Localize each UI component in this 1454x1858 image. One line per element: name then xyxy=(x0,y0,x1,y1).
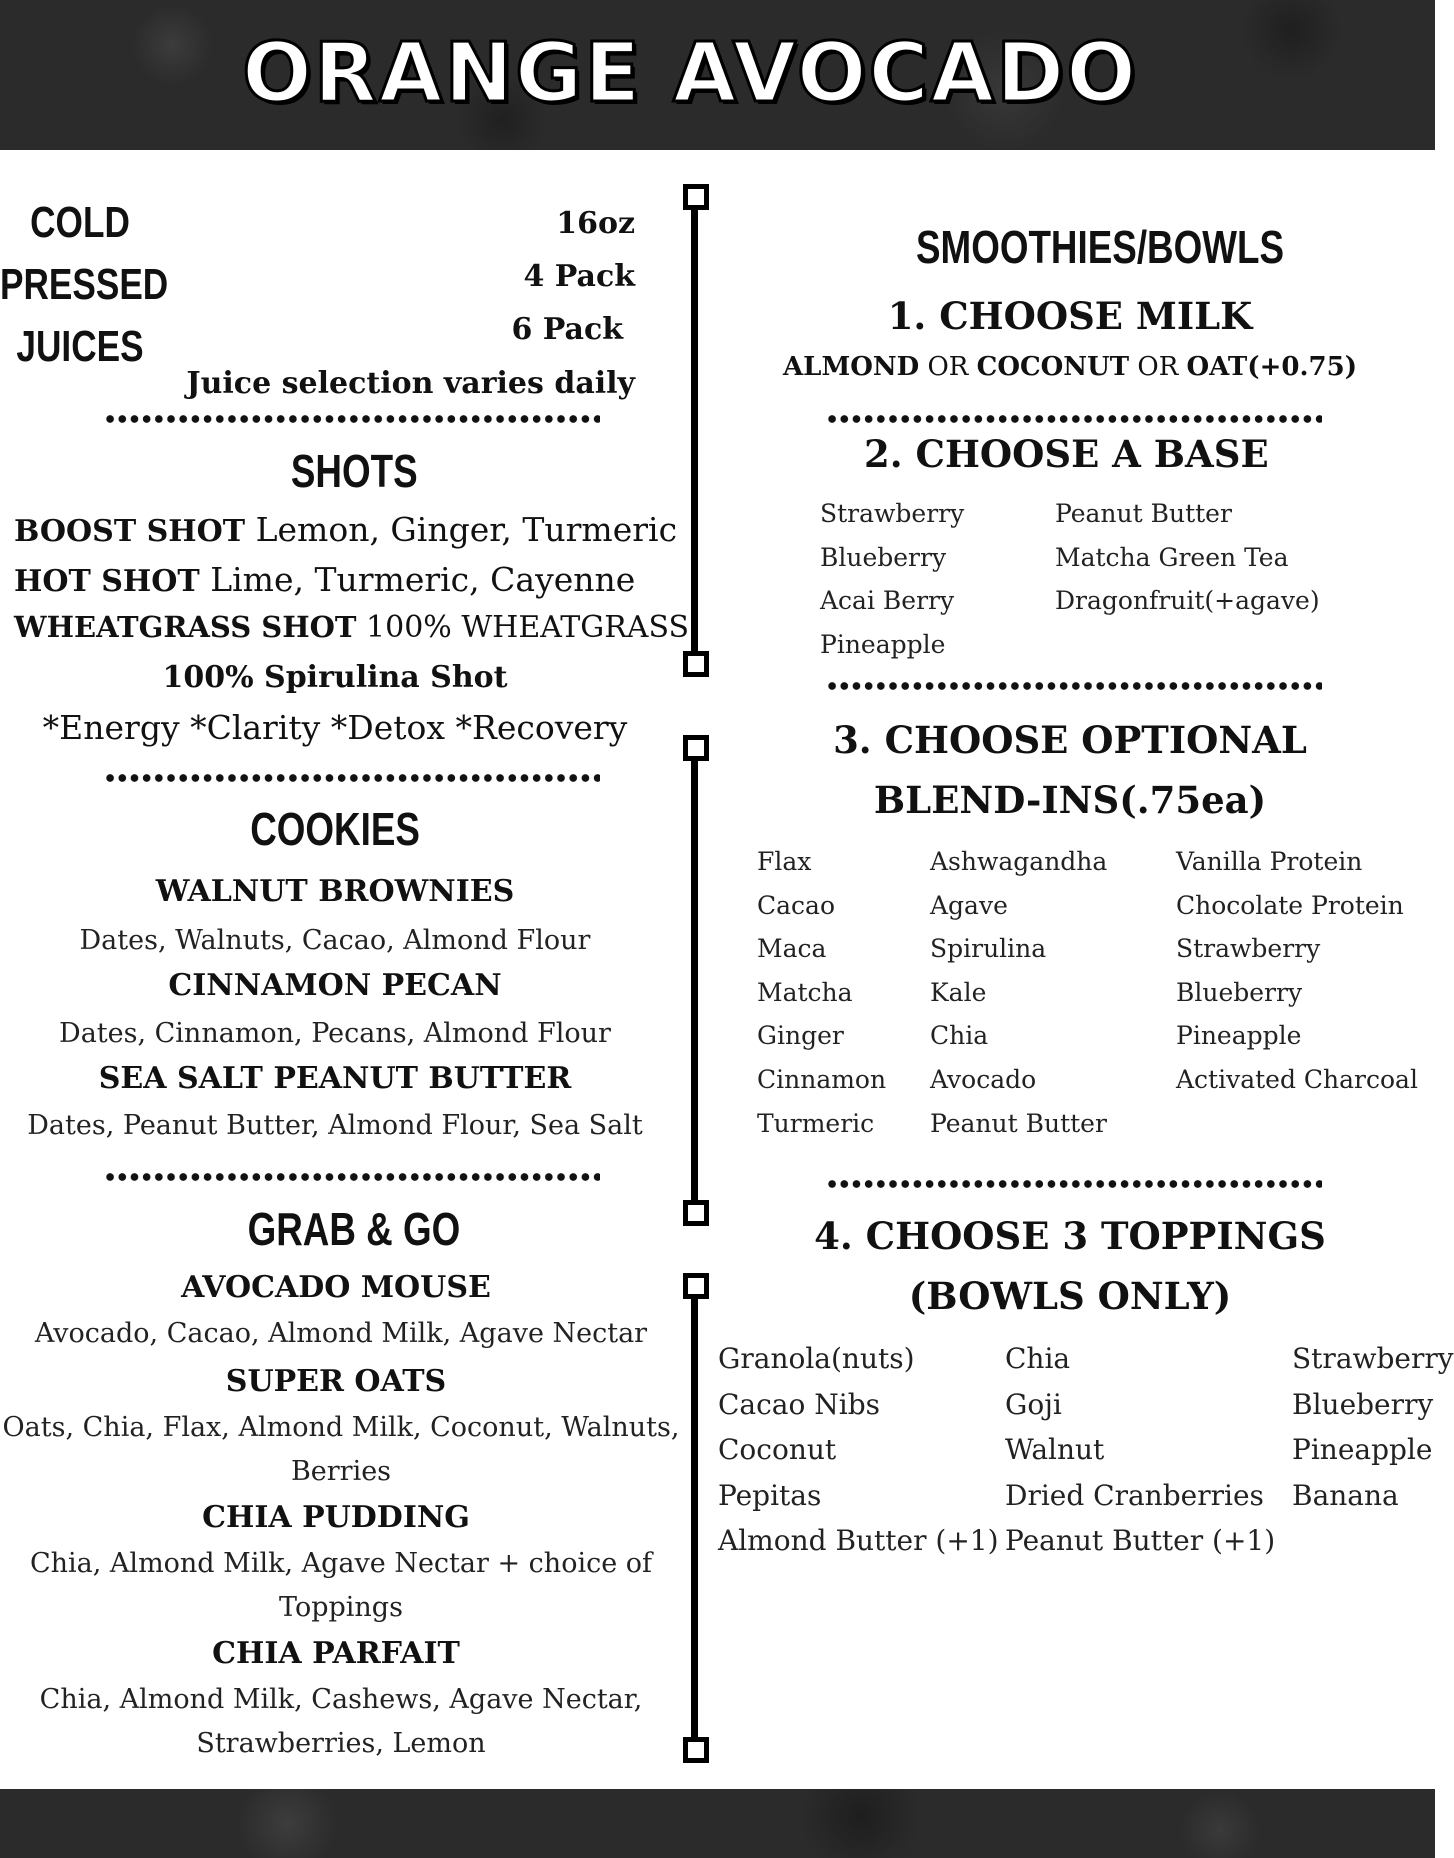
topping-option: Blueberry xyxy=(1292,1387,1434,1421)
shot-benefits: *Energy *Clarity *Detox *Recovery xyxy=(42,708,628,747)
blend-option: Strawberry xyxy=(1176,934,1321,964)
topping-col1 xyxy=(718,1336,999,1564)
cookie-name: CINNAMON PECAN xyxy=(168,968,502,1003)
topping-col3 xyxy=(1292,1336,1454,1518)
blend-option: Cacao xyxy=(757,890,835,920)
topping-option: Dried Cranberries xyxy=(1005,1478,1264,1512)
blend-col3 xyxy=(1176,840,1418,1102)
step2-title: 2. CHOOSE A BASE xyxy=(864,432,1269,476)
blend-option: Avocado xyxy=(930,1064,1037,1094)
cookie-desc: Dates, Walnuts, Cacao, Almond Flour xyxy=(79,925,591,956)
vertical-divider xyxy=(691,746,698,1216)
topping-option: Granola(nuts) xyxy=(718,1342,915,1375)
grab-heading-text: GRAB & GO xyxy=(247,1203,461,1255)
dotted-divider xyxy=(826,1179,1322,1189)
topping-option: Chia xyxy=(1005,1342,1071,1375)
topping-option: Goji xyxy=(1005,1387,1062,1421)
topping-option: Strawberry xyxy=(1292,1342,1454,1375)
step4-title-line2: (BOWLS ONLY) xyxy=(908,1274,1232,1318)
divider-cap xyxy=(683,1200,709,1226)
cookie-name: WALNUT BROWNIES xyxy=(155,874,515,909)
smoothies-heading xyxy=(870,220,1284,274)
divider-cap xyxy=(683,1273,709,1299)
blend-option: Spirulina xyxy=(930,934,1047,964)
topping-option: Coconut xyxy=(718,1433,837,1467)
milk-option: COCONUT xyxy=(976,352,1130,382)
blend-option: Ginger xyxy=(757,1021,844,1051)
dotted-divider xyxy=(104,1172,600,1182)
shot-desc: 100% WHEATGRASS xyxy=(366,610,690,645)
milk-option: OAT(+0.75) xyxy=(1186,352,1357,382)
grab-desc: Berries xyxy=(290,1456,392,1487)
base-option: Matcha Green Tea xyxy=(1055,542,1289,572)
blend-option: Activated Charcoal xyxy=(1176,1064,1418,1094)
topping-option: Pepitas xyxy=(718,1478,822,1512)
shot-boost xyxy=(14,510,677,549)
blend-col2 xyxy=(930,840,1107,1145)
footer-banner xyxy=(0,1789,1435,1858)
topping-option: Banana xyxy=(1292,1478,1399,1512)
step3-title-line1: 3. CHOOSE OPTIONAL xyxy=(833,718,1307,762)
base-col1 xyxy=(820,492,964,666)
juice-size-4pack: 4 Pack xyxy=(523,259,635,294)
juice-size-16oz: 16oz xyxy=(556,206,635,241)
base-col2 xyxy=(1055,492,1320,623)
shot-desc: Lime, Turmeric, Cayenne xyxy=(210,560,636,599)
grab-desc: Strawberries, Lemon xyxy=(196,1728,486,1759)
divider-cap xyxy=(683,1737,709,1763)
brand-title: ORANGE AVOCADO xyxy=(242,26,1138,121)
step3-title-line2: BLEND-INS(.75ea) xyxy=(873,778,1267,822)
cookie-name: SEA SALT PEANUT BUTTER xyxy=(98,1061,572,1096)
milk-or: OR xyxy=(1129,352,1187,382)
topping-option: Almond Butter (+1) xyxy=(718,1524,999,1558)
juices-title-line: PRESSED xyxy=(0,260,169,309)
divider-cap xyxy=(683,735,709,761)
divider-cap xyxy=(683,651,709,677)
shot-spirulina: 100% Spirulina Shot xyxy=(162,660,508,695)
blend-option: Kale xyxy=(930,977,987,1007)
cookies-heading-text: COOKIES xyxy=(250,803,420,855)
juices-title xyxy=(0,192,169,378)
blend-option: Ashwagandha xyxy=(930,847,1108,876)
grab-desc: Oats, Chia, Flax, Almond Milk, Coconut, Walnuts, xyxy=(2,1412,680,1443)
header-banner xyxy=(0,0,1435,150)
shot-desc: Lemon, Ginger, Turmeric xyxy=(255,510,678,549)
topping-option: Cacao Nibs xyxy=(718,1387,880,1421)
blend-option: Blueberry xyxy=(1176,977,1303,1007)
milk-option: ALMOND xyxy=(783,352,920,382)
milk-or: OR xyxy=(919,352,977,382)
shots-heading xyxy=(254,444,454,498)
grab-desc: Toppings xyxy=(279,1592,403,1623)
cookies-heading xyxy=(229,802,429,856)
blend-option: Turmeric xyxy=(757,1108,875,1138)
divider-cap xyxy=(683,184,709,210)
shot-name: BOOST SHOT xyxy=(14,514,246,549)
juice-size-6pack: 6 Pack xyxy=(511,312,623,347)
base-option: Dragonfruit(+agave) xyxy=(1055,586,1320,615)
base-option: Strawberry xyxy=(820,499,965,528)
blend-option: Pineapple xyxy=(1176,1021,1302,1051)
blend-option: Peanut Butter xyxy=(930,1108,1107,1138)
juice-selection-note: Juice selection varies daily xyxy=(186,366,635,401)
grab-name: CHIA PUDDING xyxy=(202,1500,470,1535)
grab-name: AVOCADO MOUSE xyxy=(181,1270,491,1305)
topping-col2 xyxy=(1005,1336,1275,1564)
blend-option: Vanilla Protein xyxy=(1176,847,1363,876)
shot-name: WHEATGRASS SHOT xyxy=(14,610,357,644)
shot-wheatgrass xyxy=(14,610,689,645)
blend-option: Flax xyxy=(757,847,812,876)
grab-desc: Chia, Almond Milk, Agave Nectar + choice of xyxy=(29,1548,653,1579)
grab-heading xyxy=(219,1202,489,1256)
juices-title-line: COLD xyxy=(30,198,130,247)
blend-option: Chia xyxy=(930,1021,989,1051)
blend-option: Matcha xyxy=(757,977,853,1007)
step1-title: 1. CHOOSE MILK xyxy=(887,294,1253,338)
step4-title-line1: 4. CHOOSE 3 TOPPINGS xyxy=(814,1214,1326,1258)
blend-option: Agave xyxy=(930,890,1008,920)
topping-option: Walnut xyxy=(1005,1433,1105,1467)
milk-options xyxy=(770,352,1370,382)
juices-title-line: JUICES xyxy=(16,322,144,371)
shot-name: HOT SHOT xyxy=(14,564,200,599)
shots-heading-text: SHOTS xyxy=(290,445,418,497)
smoothies-heading-text: SMOOTHIES/BOWLS xyxy=(916,221,1284,273)
blend-col1 xyxy=(757,840,886,1145)
base-option: Acai Berry xyxy=(820,586,955,615)
dotted-divider xyxy=(826,414,1322,424)
base-option: Blueberry xyxy=(820,542,947,572)
dotted-divider xyxy=(104,414,600,424)
base-option: Pineapple xyxy=(820,629,946,659)
topping-option: Peanut Butter (+1) xyxy=(1005,1524,1276,1558)
cookie-desc: Dates, Peanut Butter, Almond Flour, Sea Salt xyxy=(27,1110,643,1141)
vertical-divider xyxy=(691,1282,698,1752)
blend-option: Chocolate Protein xyxy=(1176,890,1404,920)
topping-option: Pineapple xyxy=(1292,1433,1433,1467)
grab-name: CHIA PARFAIT xyxy=(212,1636,460,1671)
grab-name: SUPER OATS xyxy=(225,1364,447,1399)
blend-option: Maca xyxy=(757,934,827,964)
blend-option: Cinnamon xyxy=(757,1064,887,1094)
base-option: Peanut Butter xyxy=(1055,499,1232,528)
grab-desc: Avocado, Cacao, Almond Milk, Agave Nectar xyxy=(34,1318,648,1349)
grab-desc: Chia, Almond Milk, Cashews, Agave Nectar, xyxy=(39,1684,643,1715)
shot-hot xyxy=(14,560,635,599)
vertical-divider xyxy=(691,195,698,665)
dotted-divider xyxy=(104,773,600,783)
cookie-desc: Dates, Cinnamon, Pecans, Almond Flour xyxy=(59,1018,611,1049)
dotted-divider xyxy=(826,681,1322,691)
